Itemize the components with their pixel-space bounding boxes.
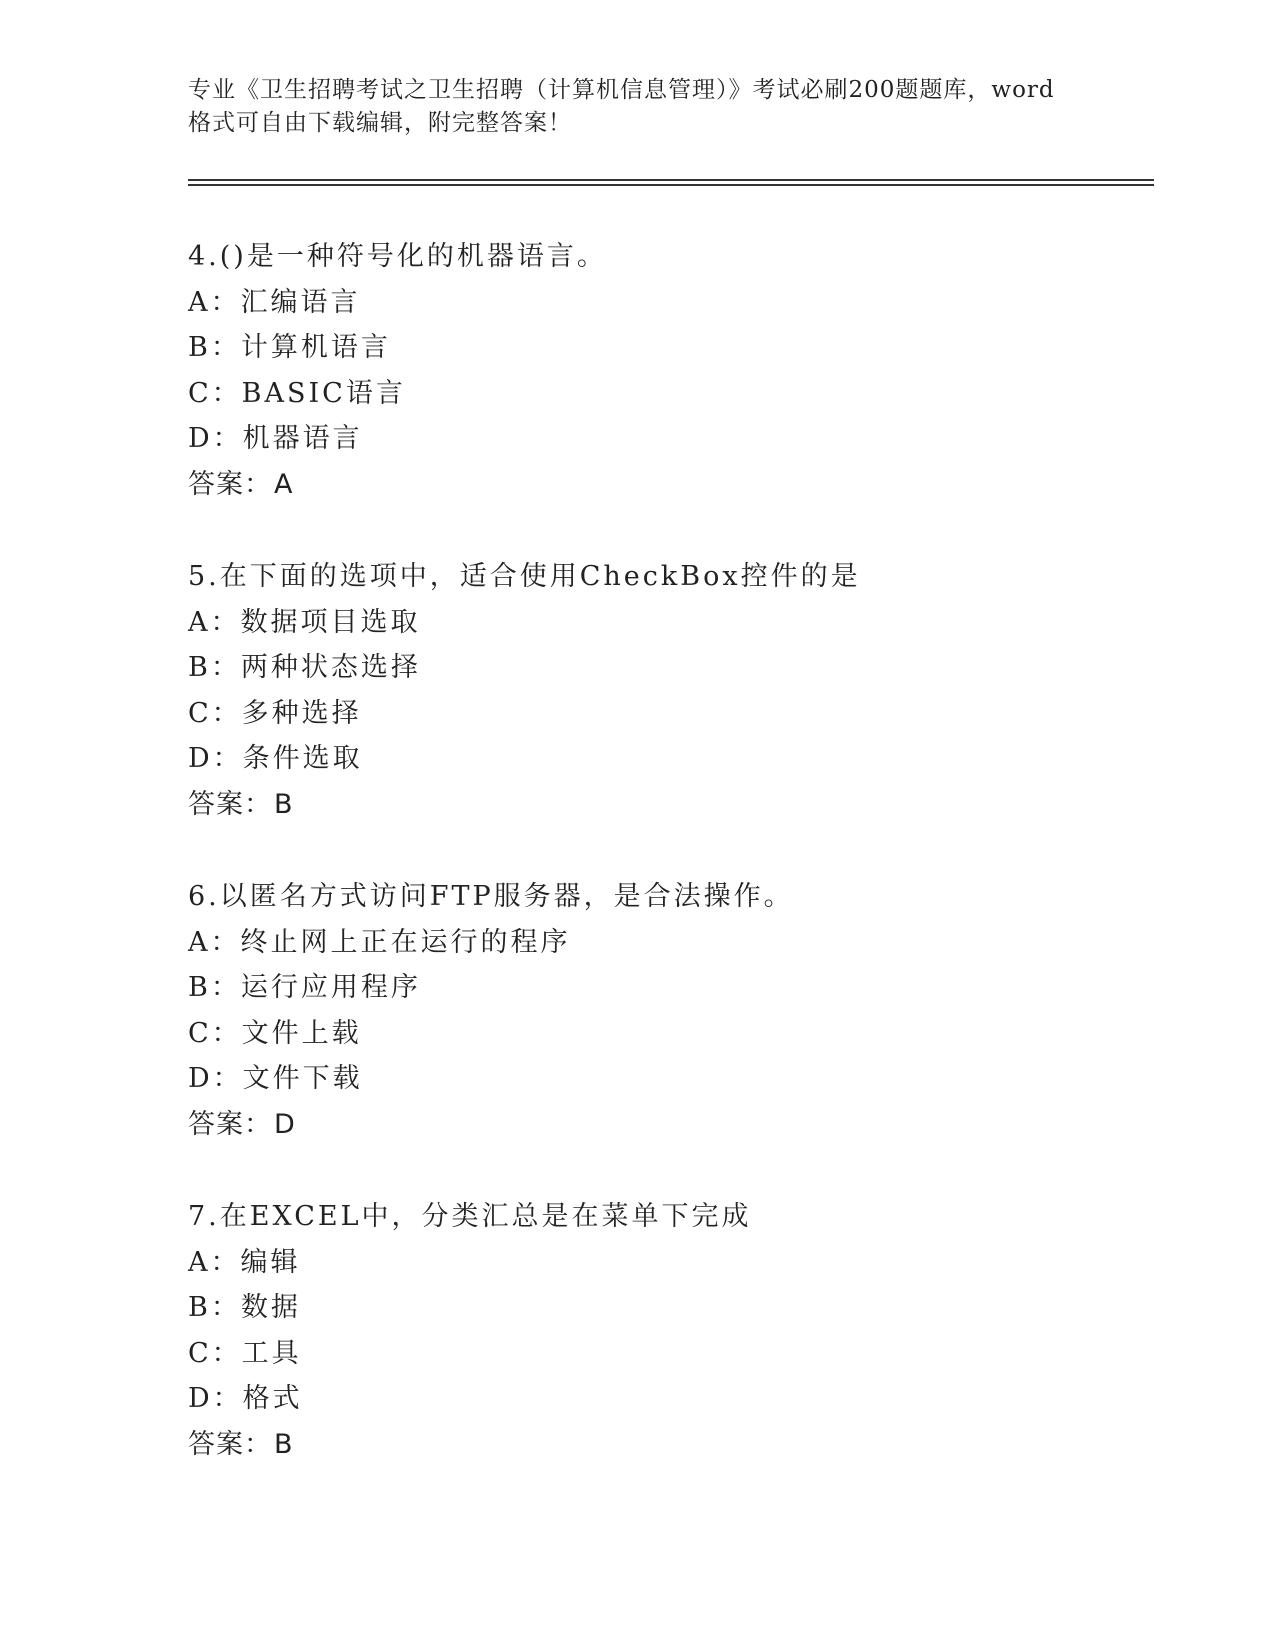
option-c: C：工具	[188, 1337, 302, 1369]
option-c: C：文件上载	[188, 1017, 362, 1049]
question-7	[188, 1194, 1148, 1514]
answer-line	[188, 1102, 1148, 1148]
option-b: B：计算机语言	[188, 332, 391, 364]
answer-line	[188, 782, 1148, 828]
option-d: D：格式	[188, 1383, 303, 1415]
option-a: A：数据项目选取	[188, 606, 421, 638]
document-header	[188, 74, 1088, 140]
question-4	[188, 234, 1148, 554]
question-stem: 6.以匿名方式访问FTP服务器，是合法操作。	[188, 881, 794, 912]
answer-label: 答案：	[188, 468, 272, 500]
option-b: B：运行应用程序	[188, 972, 421, 1004]
question-5	[188, 554, 1148, 874]
question-stem: 7.在EXCEL中，分类汇总是在菜单下完成	[188, 1201, 752, 1232]
option-d: D：条件选取	[188, 743, 363, 775]
answer-label: 答案：	[188, 1428, 272, 1460]
answer-value: A	[274, 468, 294, 500]
header-divider-top	[188, 179, 1154, 181]
answer-value: D	[274, 1108, 296, 1140]
answer-line	[188, 462, 1148, 508]
option-a: A：编辑	[188, 1246, 301, 1278]
option-d: D：文件下载	[188, 1063, 363, 1095]
option-c: C：多种选择	[188, 697, 362, 729]
question-list	[188, 234, 1148, 1514]
option-b: B：两种状态选择	[188, 652, 421, 684]
answer-value: B	[274, 788, 294, 820]
answer-line	[188, 1422, 1148, 1468]
option-d: D：机器语言	[188, 423, 363, 455]
option-b: B：数据	[188, 1292, 301, 1324]
question-6	[188, 874, 1148, 1194]
header-line-1: 专业《卫生招聘考试之卫生招聘（计算机信息管理）》考试必刷200题题库，word	[188, 77, 1055, 103]
header-divider-bottom	[188, 184, 1154, 186]
answer-label: 答案：	[188, 788, 272, 820]
answer-label: 答案：	[188, 1108, 272, 1140]
option-a: A：汇编语言	[188, 286, 361, 318]
option-c: C：BASIC语言	[188, 377, 406, 409]
option-a: A：终止网上正在运行的程序	[188, 926, 571, 958]
question-stem: 4.()是一种符号化的机器语言。	[188, 241, 607, 272]
header-line-2: 格式可自由下载编辑，附完整答案！	[188, 110, 572, 136]
answer-value: B	[274, 1428, 294, 1460]
question-stem: 5.在下面的选项中，适合使用CheckBox控件的是	[188, 561, 861, 592]
